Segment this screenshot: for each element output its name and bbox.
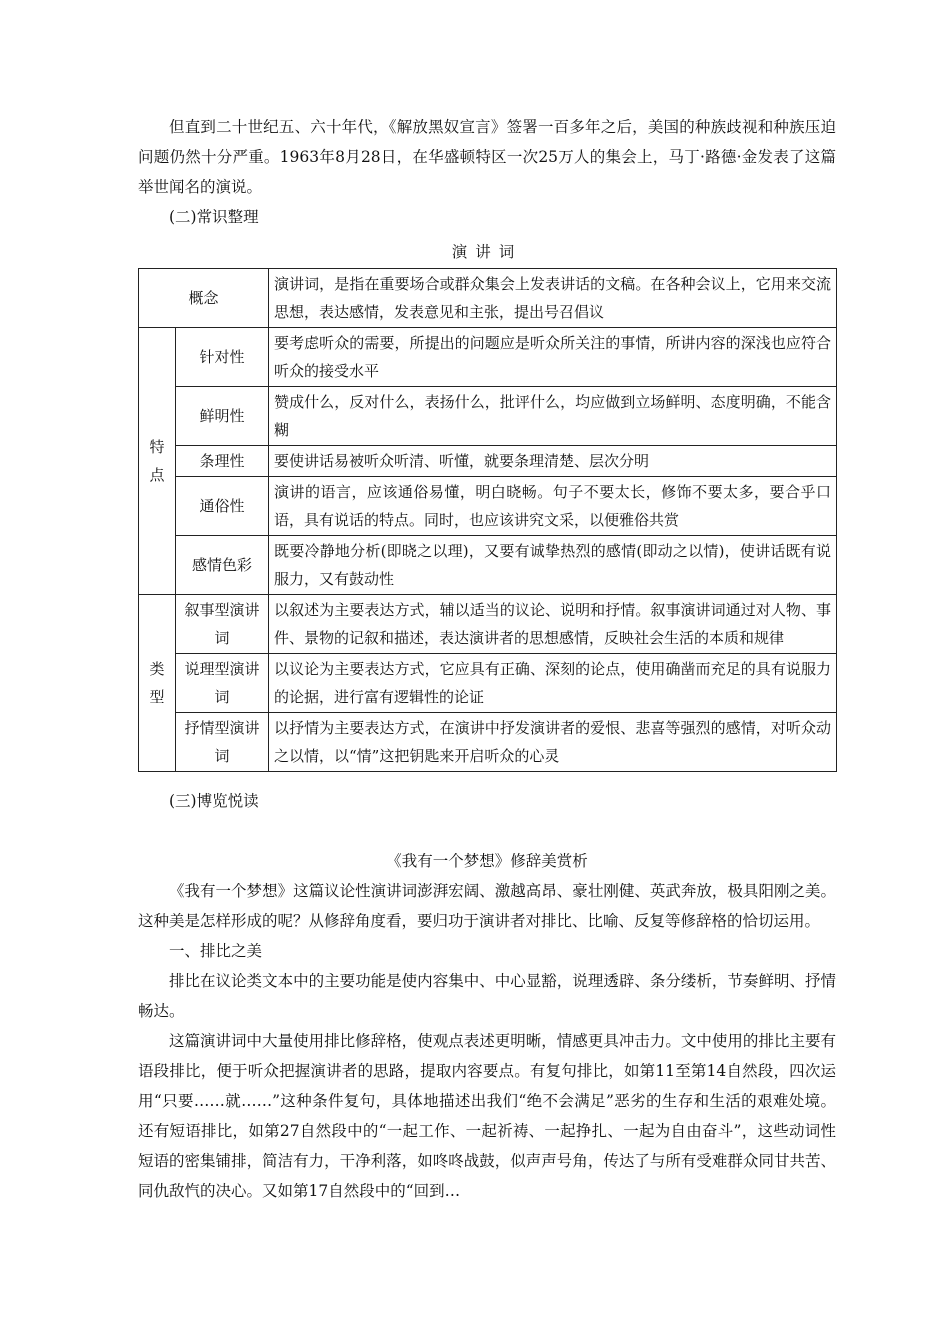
table-row xyxy=(139,654,837,713)
table-row xyxy=(139,595,837,654)
feature-text: 要考虑听众的需要，所提出的问题应是听众所关注的事情，所讲内容的深浅也应符合听众的接受水平 xyxy=(269,328,837,387)
table-row xyxy=(139,328,837,387)
document-page xyxy=(138,112,836,1206)
table-row xyxy=(139,477,837,536)
type-text: 以抒情为主要表达方式，在演讲中抒发演讲者的爱恨、悲喜等强烈的感情，对听众动之以情，以“情”这把钥匙来开启听众的心灵 xyxy=(269,713,837,772)
feature-text: 赞成什么，反对什么，表扬什么，批评什么，均应做到立场鲜明、态度明确，不能含糊 xyxy=(269,387,837,446)
concept-label: 概念 xyxy=(139,269,269,328)
type-text: 以议论为主要表达方式，它应具有正确、深刻的论点，使用确凿而充足的具有说服力的论据，进行富有逻辑性的论证 xyxy=(269,654,837,713)
feature-label: 通俗性 xyxy=(176,477,269,536)
feature-label: 条理性 xyxy=(176,446,269,477)
feature-label: 感情色彩 xyxy=(176,536,269,595)
article-paragraph: 排比在议论类文本中的主要功能是使内容集中、中心显豁，说理透辟、条分缕析，节奏鲜明、抒情畅达。 xyxy=(138,972,836,1020)
table-title: 演讲词 xyxy=(451,243,523,261)
section-heading-knowledge: (二)常识整理 xyxy=(169,208,259,226)
article-paragraph: 这篇演讲词中大量使用排比修辞格，使观点表述更明晰，情感更具冲击力。文中使用的排比主要有语段排比，便于听众把握演讲者的思路，提取内容要点。有复句排比，如第11至第14自然段，四次运用“只要……就……”这种条件复句，具体地描述出我们“绝不会满足”恶劣的生存和生活的艰难处境。还有短语排比，如第27自然段中的“一起工作、一起祈祷、一起挣扎、一起为自由奋斗”，这些动词性短语的密集铺排，简洁有力，干净利落，如咚咚战鼓，似声声号角，传达了与所有受难群众同甘共苦、同仇敌忾的决心。又如第17自然段中的“回到… xyxy=(138,1032,836,1200)
feature-text: 要使讲话易被听众听清、听懂，就要条理清楚、层次分明 xyxy=(269,446,837,477)
article-lead-paragraph: 《我有一个梦想》这篇议论性演讲词澎湃宏阔、激越高昂、豪壮刚健、英武奔放，极具阳刚之美。这种美是怎样形成的呢？从修辞角度看，要归功于演讲者对排比、比喻、反复等修辞格的恰切运用。 xyxy=(138,882,836,930)
table-row xyxy=(139,536,837,595)
table-row-concept xyxy=(139,269,837,328)
feature-text: 既要冷静地分析(即晓之以理)，又要有诚挚热烈的感情(即动之以情)，使讲话既有说服力，又有鼓动性 xyxy=(269,536,837,595)
type-text: 以叙述为主要表达方式，辅以适当的议论、说明和抒情。叙事演讲词通过对人物、事件、景物的记叙和描述，表达演讲者的思想感情，反映社会生活的本质和规律 xyxy=(269,595,837,654)
table-row xyxy=(139,387,837,446)
features-group-label: 特点 xyxy=(139,328,176,595)
feature-label: 鲜明性 xyxy=(176,387,269,446)
intro-paragraph: 但直到二十世纪五、六十年代，《解放黑奴宣言》签署一百多年之后，美国的种族歧视和种族压迫问题仍然十分严重。1963年8月28日，在华盛顿特区一次25万人的集会上，马丁·路德·金发表了这篇举世闻名的演说。 xyxy=(138,118,836,196)
table-row xyxy=(139,446,837,477)
section-heading-reading: (三)博览悦读 xyxy=(169,792,259,810)
speech-knowledge-table xyxy=(138,268,837,772)
feature-label: 针对性 xyxy=(176,328,269,387)
table-row xyxy=(139,713,837,772)
concept-text: 演讲词，是指在重要场合或群众集会上发表讲话的文稿。在各种会议上，它用来交流思想，表达感情，发表意见和主张，提出号召倡议 xyxy=(269,269,837,328)
article-title: 《我有一个梦想》修辞美赏析 xyxy=(386,852,588,870)
article-subheading: 一、排比之美 xyxy=(169,942,263,960)
feature-text: 演讲的语言，应该通俗易懂，明白晓畅。句子不要太长，修饰不要太多，要合乎口语，具有说话的特点。同时，也应该讲究文采，以便雅俗共赏 xyxy=(269,477,837,536)
type-label: 说理型演讲词 xyxy=(176,654,269,713)
type-label: 叙事型演讲词 xyxy=(176,595,269,654)
type-label: 抒情型演讲词 xyxy=(176,713,269,772)
types-group-label: 类型 xyxy=(139,595,176,772)
